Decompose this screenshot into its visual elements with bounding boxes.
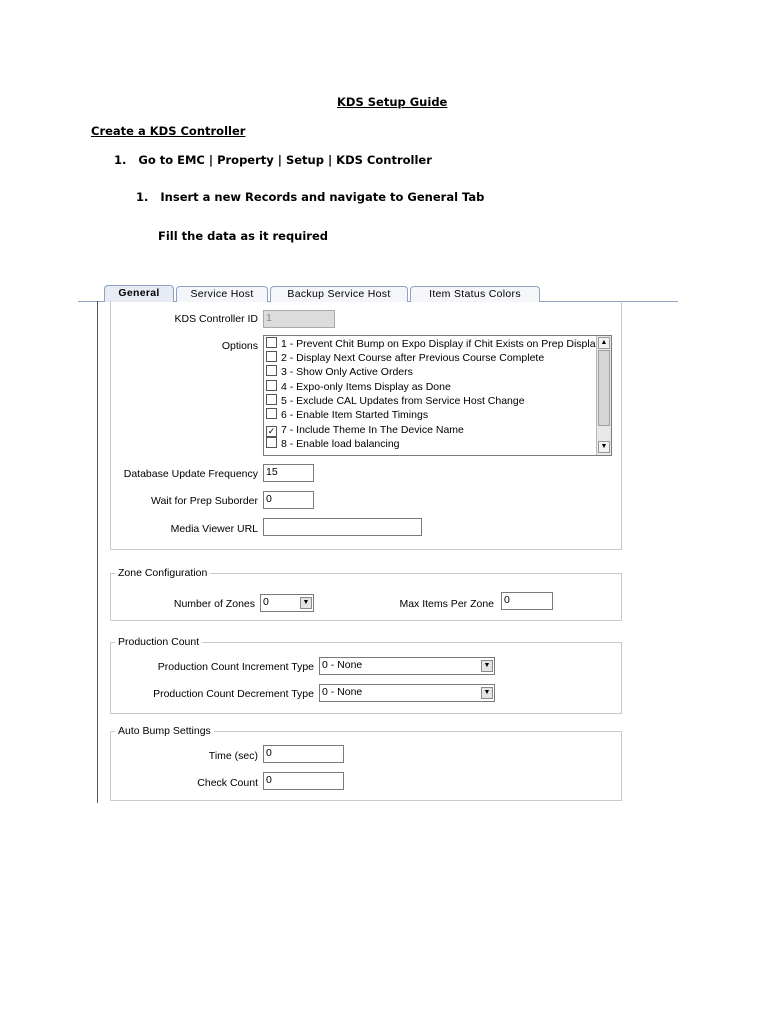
option-item[interactable]: 8 - Enable load balancing bbox=[266, 437, 400, 451]
max-items-field[interactable]: 0 bbox=[501, 592, 553, 610]
check-count-field[interactable]: 0 bbox=[263, 772, 344, 790]
production-group-title: Production Count bbox=[115, 636, 202, 648]
time-sec-field[interactable]: 0 bbox=[263, 745, 344, 763]
section-heading: Create a KDS Controller bbox=[91, 124, 246, 138]
option-item[interactable]: ✓ 7 - Include Theme In The Device Name bbox=[267, 424, 464, 436]
checkbox-icon[interactable] bbox=[266, 380, 277, 391]
controller-id-label: KDS Controller ID bbox=[174, 313, 258, 325]
checkbox-icon[interactable] bbox=[266, 408, 277, 419]
chevron-down-icon[interactable]: ▼ bbox=[481, 687, 493, 699]
checkbox-icon[interactable] bbox=[266, 437, 277, 448]
step-1-1: 1. Insert a new Records and navigate to General Tab bbox=[136, 190, 485, 204]
autobump-group-title: Auto Bump Settings bbox=[115, 725, 214, 737]
db-update-field[interactable]: 15 bbox=[263, 464, 314, 482]
checkbox-icon[interactable] bbox=[266, 337, 277, 348]
tab-service-host[interactable]: Service Host bbox=[176, 286, 268, 302]
options-label: Options bbox=[221, 340, 258, 352]
option-item[interactable]: 5 - Exclude CAL Updates from Service Host Change bbox=[266, 394, 525, 408]
note-text: Fill the data as it required bbox=[158, 229, 329, 243]
option-item[interactable]: 3 - Show Only Active Orders bbox=[266, 365, 413, 379]
scroll-thumb[interactable] bbox=[598, 350, 610, 426]
checkbox-icon[interactable] bbox=[266, 365, 277, 376]
zone-group-title: Zone Configuration bbox=[115, 567, 210, 579]
media-url-label: Media Viewer URL bbox=[170, 523, 258, 535]
inc-type-select[interactable]: 0 - None ▼ bbox=[319, 657, 495, 675]
checkbox-icon[interactable] bbox=[266, 351, 277, 362]
max-items-label: Max Items Per Zone bbox=[399, 598, 494, 610]
controller-id-field: 1 bbox=[263, 310, 335, 328]
time-sec-label: Time (sec) bbox=[208, 750, 258, 762]
panel-left-border bbox=[97, 301, 98, 803]
options-list[interactable] bbox=[263, 335, 612, 456]
inc-type-label: Production Count Increment Type bbox=[157, 661, 314, 673]
doc-title: KDS Setup Guide bbox=[337, 95, 448, 109]
scroll-up-icon[interactable]: ▲ bbox=[598, 337, 610, 349]
tab-item-status-colors[interactable]: Item Status Colors bbox=[410, 286, 540, 302]
production-group bbox=[110, 642, 622, 714]
dec-type-label: Production Count Decrement Type bbox=[153, 688, 314, 700]
checkbox-checked-icon[interactable]: ✓ bbox=[267, 426, 276, 436]
num-zones-select[interactable]: 0 ▼ bbox=[260, 594, 314, 612]
step-1: 1. Go to EMC | Property | Setup | KDS Controller bbox=[114, 153, 432, 167]
option-item[interactable]: 6 - Enable Item Started Timings bbox=[266, 408, 428, 422]
num-zones-label: Number of Zones bbox=[173, 598, 255, 610]
tab-backup-service-host[interactable]: Backup Service Host bbox=[270, 286, 408, 302]
wait-prep-label: Wait for Prep Suborder bbox=[151, 495, 258, 507]
options-scrollbar[interactable] bbox=[596, 336, 611, 455]
option-item[interactable]: 1 - Prevent Chit Bump on Expo Display if Chit Exists on Prep Displa bbox=[266, 337, 596, 351]
chevron-down-icon[interactable]: ▼ bbox=[300, 597, 312, 609]
chevron-down-icon[interactable]: ▼ bbox=[481, 660, 493, 672]
scroll-down-icon[interactable]: ▼ bbox=[598, 441, 610, 453]
option-item[interactable]: 2 - Display Next Course after Previous Course Complete bbox=[266, 351, 544, 365]
wait-prep-field[interactable]: 0 bbox=[263, 491, 314, 509]
option-item[interactable]: 4 - Expo-only Items Display as Done bbox=[266, 380, 451, 394]
autobump-group bbox=[110, 731, 622, 801]
db-update-label: Database Update Frequency bbox=[123, 468, 258, 480]
check-count-label: Check Count bbox=[197, 777, 258, 789]
checkbox-icon[interactable] bbox=[266, 394, 277, 405]
media-url-field[interactable] bbox=[263, 518, 422, 536]
dec-type-select[interactable]: 0 - None ▼ bbox=[319, 684, 495, 702]
tab-general[interactable]: General bbox=[104, 285, 174, 302]
